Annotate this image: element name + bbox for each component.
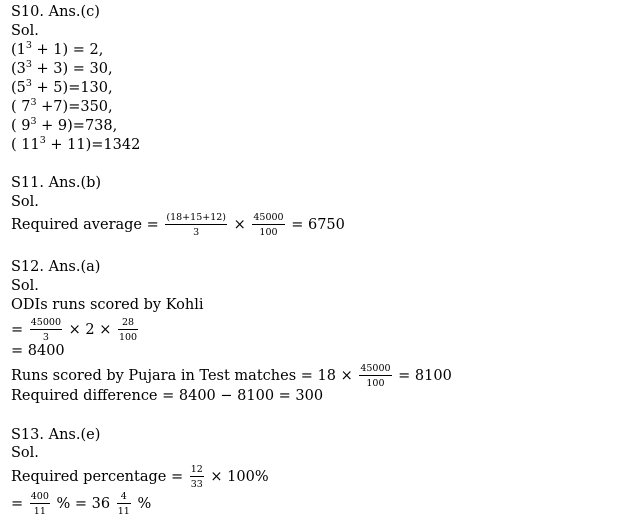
s11-result: = 6750 (291, 217, 345, 233)
s11-sol: Sol. (11, 194, 39, 210)
s13-sol: Sol. (11, 445, 39, 461)
s12-pujara-fraction: $\frac{45000}{100}$ (360, 363, 391, 389)
s13-percentage-equation: Required percentage = $\frac{12}{33}$ × 100% (11, 464, 269, 490)
s10-line-3: $(5^3 + 5)=130$, (11, 78, 113, 96)
s10-sol: Sol. (11, 23, 39, 39)
s12-fraction-1: $\frac{45000}{3}$ (30, 317, 61, 343)
s10-line-5: ( $9^3 + 9)=738$, (11, 116, 118, 134)
s12-odi-equation: = $\frac{45000}{3}$ × 2 × $\frac{28}{100}$ (11, 317, 138, 343)
s10-line-4: ( $7^3 +7)=350$, (11, 97, 113, 115)
s10-line-6: ( $11^3 + 11)=1342$ (11, 135, 141, 153)
s11-fraction-1: $\frac{(18+15+12)}{3}$ (166, 212, 226, 238)
s11-heading: S11. Ans.(b) (11, 175, 102, 191)
s10-heading: S10. Ans.(c) (11, 4, 100, 20)
s12-difference: Required difference = 8400 − 8100 = 300 (11, 388, 324, 404)
s13-heading: S13. Ans.(e) (11, 427, 101, 443)
s12-sol: Sol. (11, 278, 39, 294)
s11-average-equation: Required average = $\frac{(18+15+12)}{3}$ × $\frac{45000}{100}$ = 6750 (11, 212, 345, 238)
s13-result-fraction: $\frac{400}{11}$ (30, 491, 49, 517)
s13-fraction: $\frac{12}{33}$ (190, 464, 203, 490)
s11-fraction-2: $\frac{45000}{100}$ (253, 212, 284, 238)
s10-line-2: $(3^3 + 3) = 30$, (11, 59, 113, 77)
s12-odi-result: = 8400 (11, 343, 65, 359)
s10-line-1: $(1^3 + 1) = 2$, (11, 40, 104, 58)
s12-heading: S12. Ans.(a) (11, 259, 101, 275)
s13-mixed-fraction: $\frac{4}{11}$ (117, 491, 130, 517)
s12-odi-label: ODIs runs scored by Kohli (11, 297, 204, 313)
s13-result-equation: = $\frac{400}{11}$ % = 36 $\frac{4}{11}$ % (11, 491, 152, 517)
s12-fraction-2: $\frac{28}{100}$ (118, 317, 138, 343)
s11-prefix: Required average = (11, 217, 159, 233)
s12-pujara-equation: Runs scored by Pujara in Test matches = 18 × $\frac{45000}{100}$ = 8100 (11, 363, 452, 389)
